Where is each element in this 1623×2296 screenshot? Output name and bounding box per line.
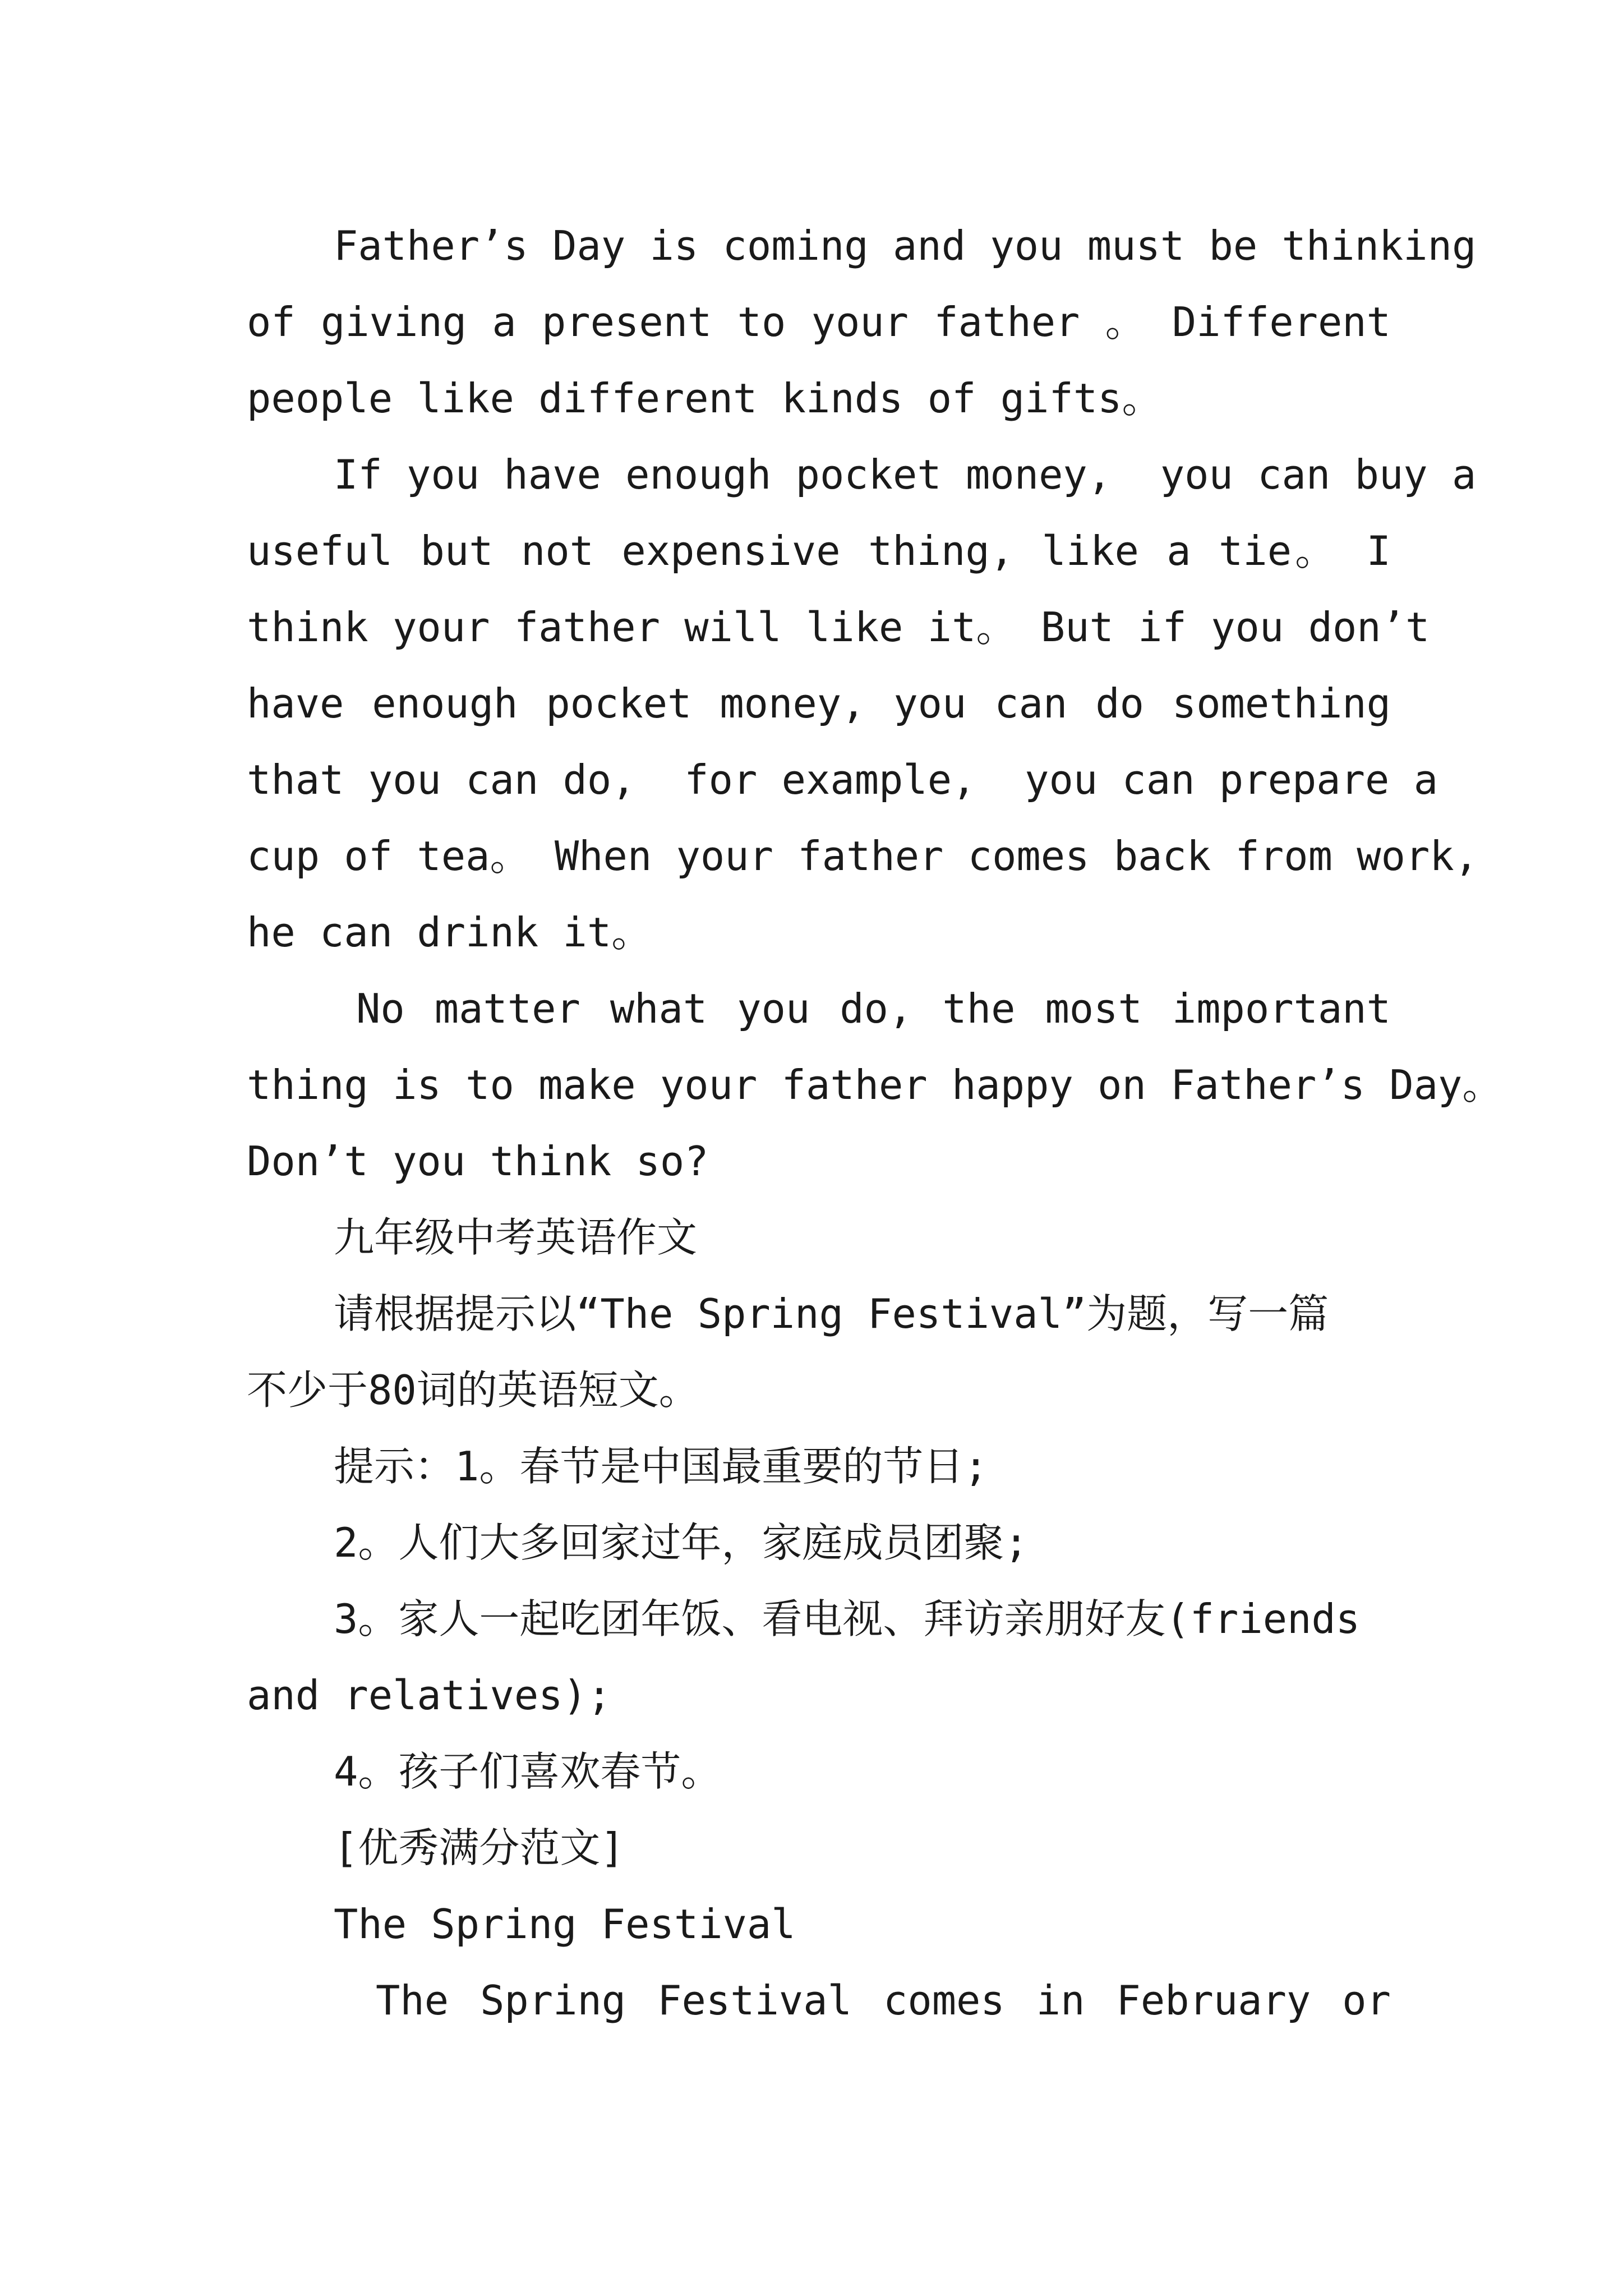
text-line-9: cup of tea。 When your father comes back from work, [247, 832, 1479, 880]
text-line-10: he can drink it。 [247, 909, 652, 956]
essay-title: The Spring Festival [334, 1901, 796, 1948]
text-line-16: 不少于80词的英语短文。 [247, 1366, 699, 1414]
text-line-15: 请根据提示以“The Spring Festival”为题，写一篇 [334, 1290, 1329, 1337]
text-line-7: have enough pocket money, you can do something [247, 680, 1391, 727]
text-line-4: If you have enough pocket money, you can buy a [334, 451, 1477, 498]
hint-line-3-cont: and relatives); [247, 1672, 612, 1719]
hint-line-2: 2。人们大多回家过年，家庭成员团聚; [334, 1519, 1029, 1566]
sample-label: [优秀满分范文] [334, 1824, 625, 1871]
hint-line-3: 3。家人一起吃团年饭、看电视、拜访亲朋好友(friends [334, 1595, 1361, 1642]
hint-line-4: 4。孩子们喜欢春节。 [334, 1748, 722, 1795]
text-line-8: that you can do, for example, you can prepare a [247, 756, 1438, 803]
text-line-2: of giving a present to your father 。 Different [247, 298, 1391, 346]
text-line-11: No matter what you do, the most important [356, 985, 1391, 1032]
text-line-3: people like different kinds of gifts。 [247, 375, 1163, 422]
essay-line-1: The Spring Festival comes in February or [376, 1977, 1391, 2024]
text-line-12: thing is to make your father happy on Father’s Day。 [247, 1061, 1503, 1108]
text-line-6: think your father will like it。 But if you don’t [247, 604, 1430, 651]
text-line-5: useful but not expensive thing, like a tie。 I [247, 527, 1391, 574]
section-heading: 九年级中考英语作文 [334, 1214, 698, 1261]
text-line-13: Don’t you think so? [247, 1138, 709, 1185]
hint-line-1: 提示：1。春节是中国最重要的节日; [334, 1443, 988, 1490]
text-line-1: Father’s Day is coming and you must be thinking [334, 222, 1477, 269]
